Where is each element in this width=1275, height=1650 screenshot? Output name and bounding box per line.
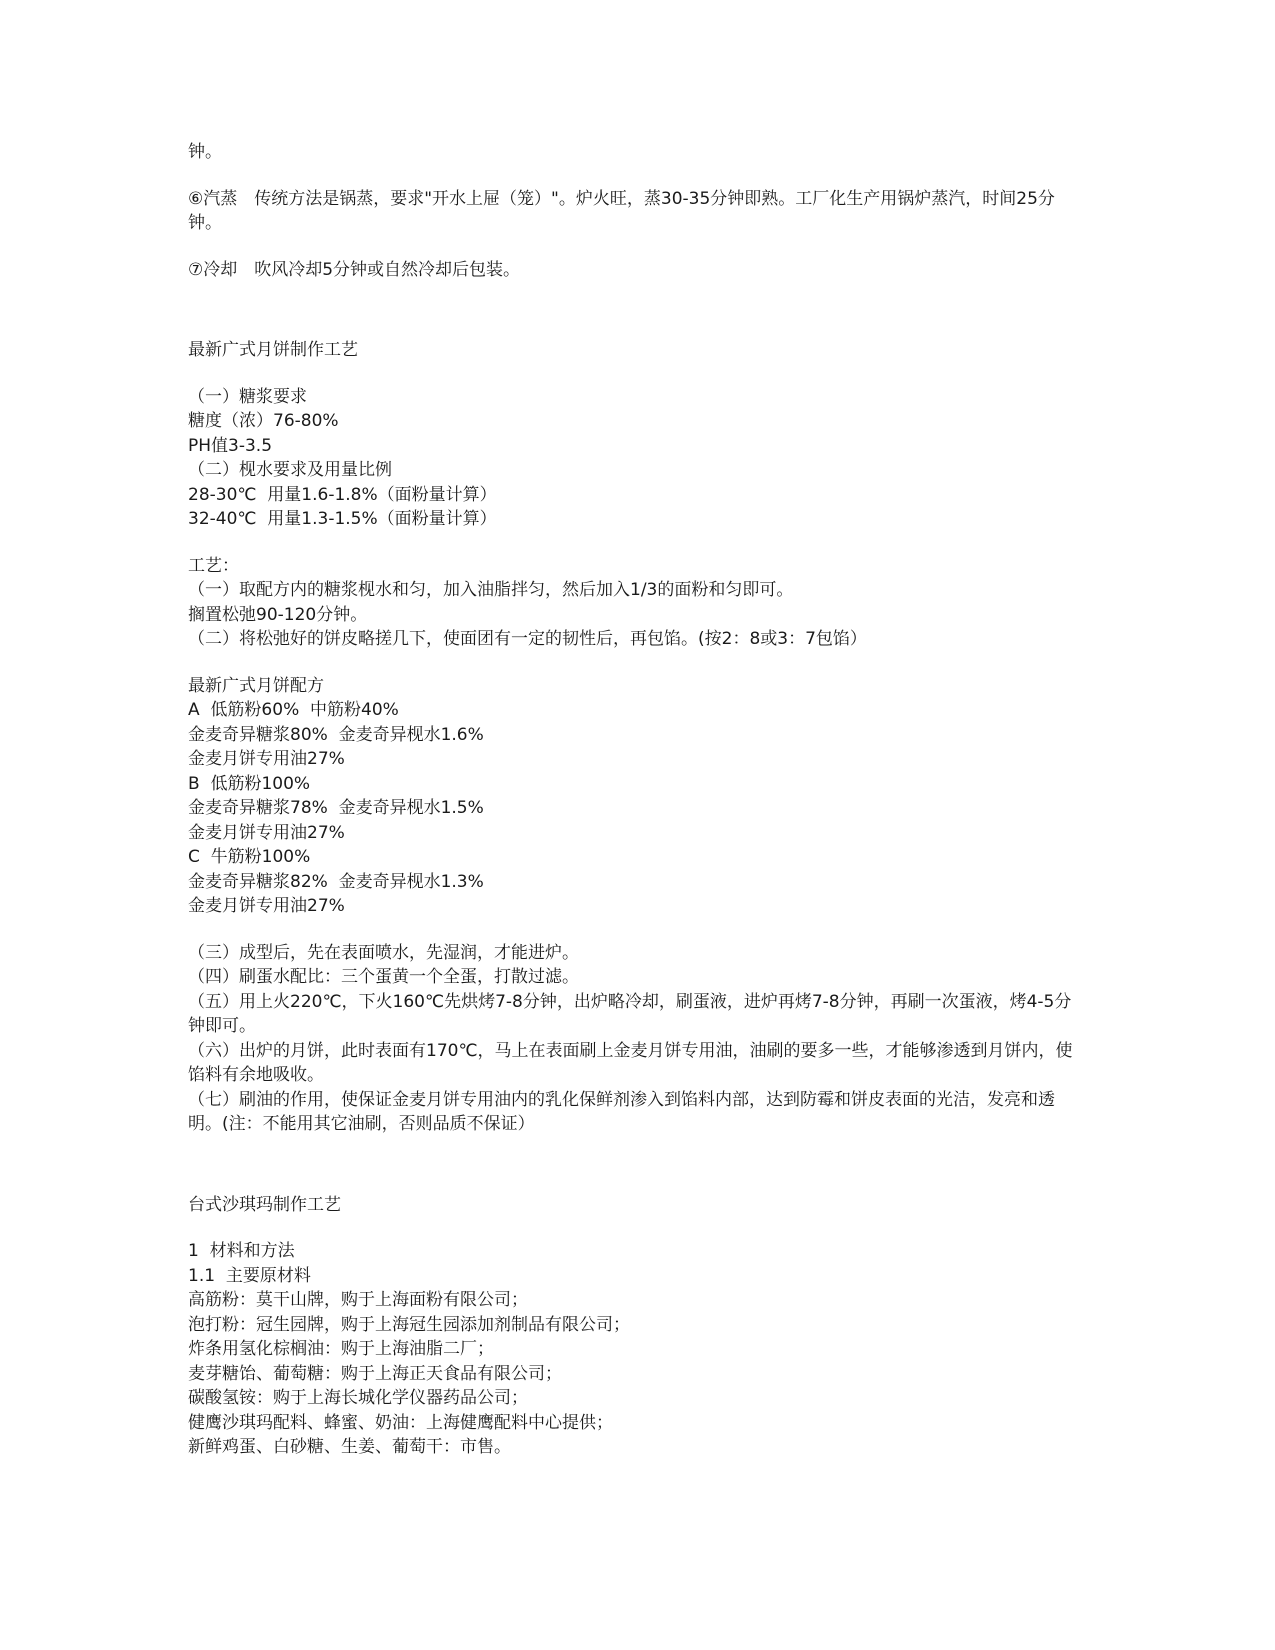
process-line: 工艺： (188, 555, 239, 576)
recipe-line: B 低筋粉100% (188, 773, 311, 794)
recipe-line: 金麦奇异糖浆78% 金麦奇异枧水1.5% (188, 798, 484, 818)
syrup-line: 糖度（浓）76-80% (188, 411, 339, 431)
recipe-line: 金麦奇异糖浆80% 金麦奇异枧水1.6% (188, 724, 484, 745)
shaqima-line: 碳酸氢铵：购于上海长城化学仪器药品公司； (188, 1388, 528, 1408)
shaqima-line: 新鲜鸡蛋、白砂糖、生姜、葡萄干：市售。 (188, 1437, 511, 1457)
cool-step: ⑦冷却 吹风冷却5分钟或自然冷却后包装。 (188, 259, 521, 280)
shaqima-block (188, 1239, 1088, 1460)
syrup-requirements (188, 385, 1088, 532)
spacer (188, 1137, 1088, 1193)
process-block (188, 554, 1088, 652)
process-line: 搁置松弛90-120分钟。 (188, 604, 368, 625)
shaqima-line: 健鹰沙琪玛配料、蜂蜜、奶油：上海健鹰配料中心提供； (188, 1412, 613, 1433)
step-line: （六）出炉的月饼，此时表面有170℃，马上在表面刷上金麦月饼专用油，油刷的要多一些，才能够渗透到月饼内，使馅料有余地吸收。 (188, 1040, 1073, 1085)
spacer (188, 165, 1088, 187)
steam-step: ⑥汽蒸 传统方法是锅蒸，要求"开水上屉（笼）"。炉火旺，蒸30-35分钟即熟。工厂化生产用锅炉蒸汽，时间25分钟。 (188, 188, 1055, 233)
step-line: （三）成型后，先在表面喷水，先湿润，才能进炉。 (188, 942, 579, 963)
recipe-line: 金麦月饼专用油27% (188, 749, 345, 769)
step-line: （五）用上火220℃，下火160℃先烘烤7-8分钟，出炉略冷却，刷蛋液，进炉再烤7-8分钟，再刷一次蛋液，烤4-5分钟即可。 (188, 991, 1072, 1036)
shaqima-line: 1 材料和方法 (188, 1241, 295, 1261)
spacer (188, 652, 1088, 674)
spacer (188, 1217, 1088, 1239)
syrup-line: 28-30℃ 用量1.6-1.8%（面粉量计算） (188, 484, 497, 505)
process-line: （二）将松弛好的饼皮略搓几下，使面团有一定的韧性后，再包馅。(按2：8或3：7包馅） (188, 629, 867, 649)
spacer (188, 363, 1088, 385)
recipe-title: 最新广式月饼配方 (188, 675, 324, 696)
shaqima-line: 1.1 主要原材料 (188, 1265, 311, 1286)
spacer (188, 919, 1088, 941)
step-line: （七）刷油的作用，使保证金麦月饼专用油内的乳化保鲜剂渗入到馅料内部，达到防霉和饼皮表面的光洁，发亮和透明。(注：不能用其它油刷，否则品质不保证） (188, 1089, 1055, 1134)
recipe-block (188, 674, 1088, 919)
shaqima-section-title: 台式沙琪玛制作工艺 (188, 1194, 341, 1215)
shaqima-line: 炸条用氢化棕榈油：购于上海油脂二厂； (188, 1339, 494, 1359)
shaqima-line: 泡打粉：冠生园牌，购于上海冠生园添加剂制品有限公司； (188, 1314, 630, 1335)
syrup-line: PH值3-3.5 (188, 435, 273, 456)
recipe-line: 金麦奇异糖浆82% 金麦奇异枧水1.3% (188, 871, 484, 892)
recipe-line: C 牛筋粉100% (188, 847, 311, 867)
recipe-line: 金麦月饼专用油27% (188, 896, 345, 916)
recipe-line: A 低筋粉60% 中筋粉40% (188, 700, 399, 720)
steps-block (188, 941, 1088, 1137)
syrup-line: （二）枧水要求及用量比例 (188, 460, 392, 480)
process-line: （一）取配方内的糖浆枧水和匀，加入油脂拌匀，然后加入1/3的面粉和匀即可。 (188, 580, 794, 600)
spacer (188, 282, 1088, 338)
mooncake-section-title: 最新广式月饼制作工艺 (188, 340, 358, 360)
shaqima-line: 麦芽糖饴、葡萄糖：购于上海正天食品有限公司； (188, 1363, 562, 1384)
top-fragment: 钟。 (188, 142, 222, 162)
shaqima-line: 高筋粉：莫干山牌，购于上海面粉有限公司； (188, 1290, 528, 1310)
spacer (188, 532, 1088, 554)
syrup-line: 32-40℃ 用量1.3-1.5%（面粉量计算） (188, 509, 497, 529)
document-page (188, 140, 1088, 1460)
step-line: （四）刷蛋水配比：三个蛋黄一个全蛋，打散过滤。 (188, 967, 579, 987)
spacer (188, 236, 1088, 258)
recipe-line: 金麦月饼专用油27% (188, 822, 345, 843)
syrup-line: （一）糖浆要求 (188, 386, 307, 407)
